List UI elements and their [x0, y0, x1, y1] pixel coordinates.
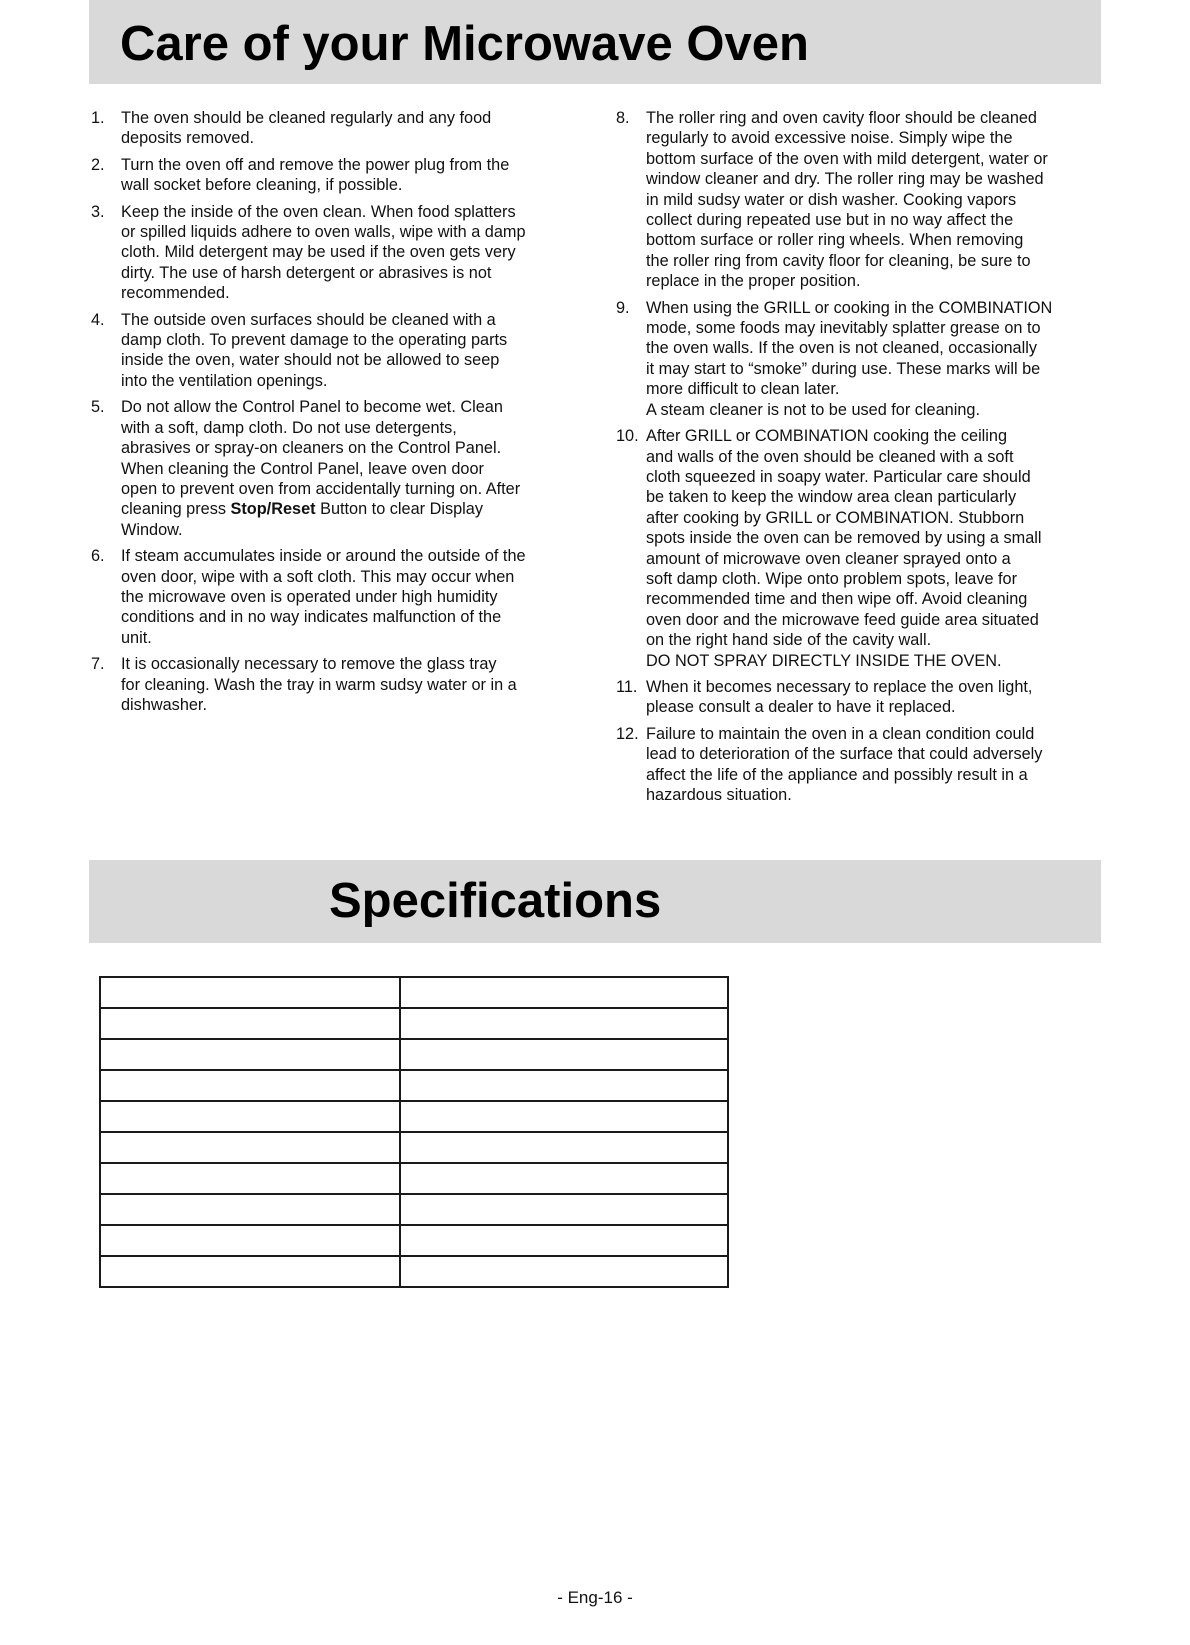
care-item-text [121, 155, 581, 196]
table-row [100, 1008, 728, 1039]
care-list-right-column [616, 108, 1106, 811]
specifications-table [99, 976, 729, 1288]
care-item-6 [91, 546, 581, 648]
care-item-line: abrasives or spray-on cleaners on the Control Panel. [121, 439, 502, 458]
spec-value-cell [400, 1070, 728, 1101]
care-item-line: amount of microwave oven cleaner sprayed onto a [646, 549, 1011, 568]
care-item-line: open to prevent oven from accidentally turning on. After [121, 479, 521, 498]
care-item-4 [91, 310, 581, 392]
care-item-line: more difficult to clean later. [646, 380, 840, 399]
care-item-line: or spilled liquids adhere to oven walls, wipe with a damp [121, 223, 526, 242]
care-item-line: bottom surface of the oven with mild detergent, water or [646, 149, 1048, 168]
care-item-line: and walls of the oven should be cleaned with a soft [646, 447, 1014, 466]
spec-label-cell [100, 977, 400, 1008]
care-item-line: Window. [121, 520, 183, 539]
care-item-line: conditions and in no way indicates malfunction of the [121, 608, 502, 627]
care-item-line: into the ventilation openings. [121, 371, 328, 390]
care-item-line: with a soft, damp cloth. Do not use detergents, [121, 418, 457, 437]
care-item-line: After GRILL or COMBINATION cooking the ceiling [646, 427, 1008, 446]
care-list-left-column [91, 108, 581, 721]
care-header-banner [89, 0, 1101, 84]
care-item-3 [91, 202, 581, 304]
care-item-text [121, 202, 581, 304]
care-item-line: replace in the proper position. [646, 272, 861, 291]
care-item-9 [616, 298, 1106, 420]
care-item-line: Keep the inside of the oven clean. When food splatters [121, 202, 516, 221]
care-item-line: the oven walls. If the oven is not cleaned, occasionally [646, 339, 1037, 358]
care-item-line: dishwasher. [121, 695, 207, 714]
table-row [100, 1039, 728, 1070]
spec-label-cell [100, 1132, 400, 1163]
care-item-line: Failure to maintain the oven in a clean condition could [646, 724, 1035, 743]
care-item-number: 3. [91, 202, 105, 221]
care-item-number: 5. [91, 398, 105, 417]
care-item-text [646, 724, 1106, 806]
specifications-title: Specifications [329, 874, 662, 928]
care-item-line: It is occasionally necessary to remove the glass tray [121, 655, 497, 674]
care-item-line: A steam cleaner is not to be used for cleaning. [646, 400, 980, 419]
spec-value-cell [400, 1163, 728, 1194]
spec-value-cell [400, 977, 728, 1008]
spec-value-cell [400, 1256, 728, 1287]
care-item-line: unit. [121, 628, 152, 647]
stop-reset-button-reference: Stop/Reset [230, 500, 316, 519]
table-row [100, 1194, 728, 1225]
care-item-text [646, 677, 1106, 718]
care-section-title: Care of your Microwave Oven [120, 17, 809, 71]
spec-value-cell [400, 1225, 728, 1256]
care-item-number: 1. [91, 109, 105, 127]
care-item-12 [616, 724, 1106, 806]
care-item-line: recommended time and then wipe off. Avoid cleaning [646, 590, 1028, 609]
spec-value-cell [400, 1008, 728, 1039]
care-item-number: 7. [91, 655, 105, 674]
care-item-line [121, 499, 581, 519]
care-item-line: The outside oven surfaces should be cleaned with a [121, 310, 496, 329]
care-item-line: wall socket before cleaning, if possible. [121, 176, 403, 195]
spec-label-cell [100, 1163, 400, 1194]
care-item-text [121, 108, 581, 149]
care-item-line: cloth. Mild detergent may be used if the oven gets very [121, 243, 516, 262]
care-item-1 [91, 108, 581, 149]
care-item-number: 4. [91, 310, 105, 329]
care-item-line: the roller ring from cavity floor for cleaning, be sure to [646, 251, 1031, 270]
care-item-line: If steam accumulates inside or around the outside of the [121, 547, 526, 566]
care-item-number: 6. [91, 547, 105, 566]
care-item-line: oven door and the microwave feed guide area situated [646, 610, 1039, 629]
care-item-line: The roller ring and oven cavity floor should be cleaned [646, 109, 1037, 127]
care-item-text [121, 310, 581, 392]
spec-label-cell [100, 1194, 400, 1225]
care-item-text-fragment: Button to clear Display [315, 500, 483, 519]
care-item-line: oven door, wipe with a soft cloth. This may occur when [121, 567, 515, 586]
care-item-line: Turn the oven off and remove the power plug from the [121, 155, 510, 174]
table-row [100, 1225, 728, 1256]
care-item-line: spots inside the oven can be removed by using a small [646, 529, 1042, 548]
care-item-line: cloth squeezed in soapy water. Particular care should [646, 467, 1031, 486]
care-item-line: When cleaning the Control Panel, leave oven door [121, 459, 484, 478]
care-item-line: please consult a dealer to have it replaced. [646, 698, 956, 717]
care-item-number: 12. [616, 724, 639, 743]
care-item-line: after cooking by GRILL or COMBINATION. Stubborn [646, 508, 1025, 527]
care-item-line: Do not allow the Control Panel to become wet. Clean [121, 398, 503, 417]
care-item-line: be taken to keep the window area clean particularly [646, 488, 1017, 507]
care-item-8 [616, 108, 1106, 292]
care-item-line: When it becomes necessary to replace the oven light, [646, 677, 1033, 696]
care-item-number: 9. [616, 298, 630, 317]
table-row [100, 1163, 728, 1194]
care-item-text [121, 654, 581, 715]
spec-label-cell [100, 1008, 400, 1039]
spec-label-cell [100, 1225, 400, 1256]
care-item-10 [616, 426, 1106, 671]
care-item-text [121, 546, 581, 648]
specifications-header-banner [89, 860, 1101, 943]
care-item-text-fragment: cleaning press [121, 500, 231, 519]
care-item-line: When using the GRILL or cooking in the COMBINATION [646, 298, 1053, 317]
spec-label-cell [100, 1101, 400, 1132]
care-item-line: lead to deterioration of the surface that could adversely [646, 745, 1043, 764]
care-item-line: dirty. The use of harsh detergent or abrasives is not [121, 263, 492, 282]
care-item-line: on the right hand side of the cavity wall. [646, 631, 932, 650]
spec-label-cell [100, 1039, 400, 1070]
care-item-line: in mild sudsy water or dish washer. Cooking vapors [646, 190, 1017, 209]
table-row [100, 977, 728, 1008]
table-row [100, 1256, 728, 1287]
care-item-11 [616, 677, 1106, 718]
spec-value-cell [400, 1194, 728, 1225]
spec-label-cell [100, 1256, 400, 1287]
care-item-5 [91, 397, 581, 540]
care-item-line: regularly to avoid excessive noise. Simply wipe the [646, 129, 1013, 148]
care-item-line: the microwave oven is operated under high humidity [121, 587, 498, 606]
spec-value-cell [400, 1132, 728, 1163]
care-item-line: deposits removed. [121, 129, 255, 148]
table-row [100, 1132, 728, 1163]
care-item-number: 10. [616, 427, 639, 446]
care-item-line: hazardous situation. [646, 786, 792, 804]
care-item-text [121, 397, 581, 540]
spec-value-cell [400, 1101, 728, 1132]
care-item-2 [91, 155, 581, 196]
care-item-line: inside the oven, water should not be allowed to seep [121, 351, 500, 370]
care-item-line: The oven should be cleaned regularly and any food [121, 109, 492, 127]
care-item-line: window cleaner and dry. The roller ring may be washed [646, 170, 1044, 189]
care-item-7 [91, 654, 581, 715]
care-item-line: soft damp cloth. Wipe onto problem spots, leave for [646, 569, 1018, 588]
care-item-line: for cleaning. Wash the tray in warm sudsy water or in a [121, 675, 517, 694]
care-item-line: it may start to “smoke” during use. These marks will be [646, 359, 1041, 378]
care-item-line: affect the life of the appliance and possibly result in a [646, 765, 1028, 784]
care-item-number: 8. [616, 109, 630, 127]
table-row [100, 1070, 728, 1101]
care-item-text [646, 108, 1106, 292]
care-item-line: mode, some foods may inevitably splatter grease on to [646, 319, 1041, 338]
spec-value-cell [400, 1039, 728, 1070]
care-item-line: bottom surface or roller ring wheels. When removing [646, 231, 1024, 250]
page-number: - Eng-16 - [557, 1588, 633, 1607]
table-row [100, 1101, 728, 1132]
care-item-line: DO NOT SPRAY DIRECTLY INSIDE THE OVEN. [646, 651, 1002, 670]
care-item-text [646, 298, 1106, 420]
care-item-text [646, 426, 1106, 671]
spec-label-cell [100, 1070, 400, 1101]
care-item-line: collect during repeated use but in no way affect the [646, 211, 1014, 230]
care-item-line: damp cloth. To prevent damage to the operating parts [121, 331, 508, 350]
care-item-number: 11. [616, 677, 638, 696]
care-item-line: recommended. [121, 284, 230, 303]
care-item-number: 2. [91, 155, 105, 174]
